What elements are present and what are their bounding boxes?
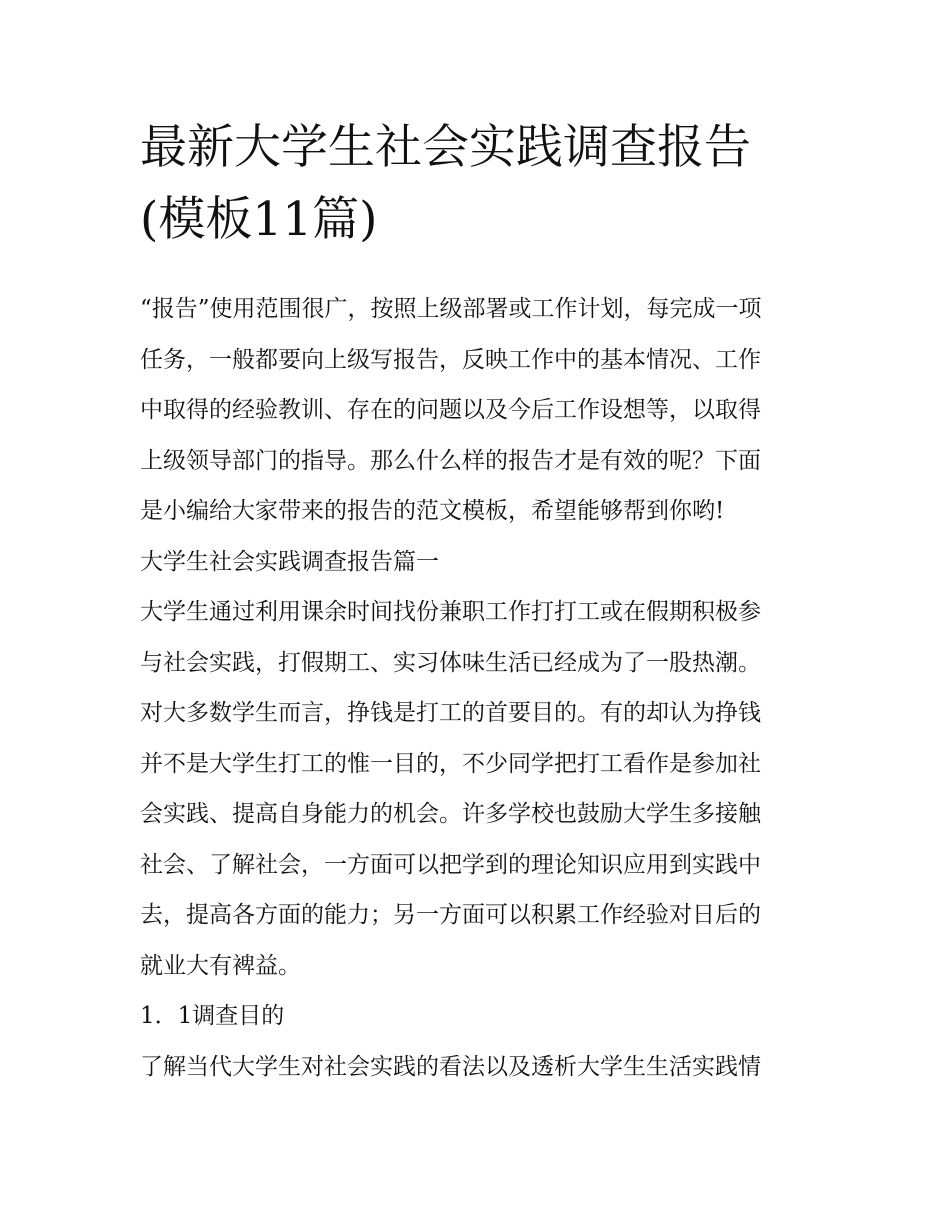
subsection-heading: 1．1调查目的 bbox=[140, 1003, 285, 1029]
section-line: 就业大有裨益。 bbox=[140, 952, 301, 979]
intro-line: 任务，一般都要向上级写报告，反映工作中的基本情况、工作 bbox=[140, 346, 761, 373]
section-line: 对大多数学生而言，挣钱是打工的首要目的。有的却认为挣钱 bbox=[140, 700, 761, 726]
section-line: 并不是大学生打工的惟一目的，不少同学把打工看作是参加社 bbox=[140, 750, 761, 777]
section-line: 去，提高各方面的能力；另一方面可以积累工作经验对日后的 bbox=[140, 902, 761, 928]
section-line: 大学生通过利用课余时间找份兼职工作打打工或在假期积极参 bbox=[140, 599, 761, 625]
document-body bbox=[140, 112, 812, 1092]
section-line: 社会、了解社会，一方面可以把学到的理论知识应用到实践中 bbox=[140, 851, 761, 878]
intro-line: 上级领导部门的指导。那么什么样的报告才是有效的呢？下面 bbox=[140, 447, 761, 474]
section-line: 与社会实践，打假期工、实习体味生活已经成为了一股热潮。 bbox=[140, 649, 761, 676]
paragraph-line: 了解当代大学生对社会实践的看法以及透析大学生生活实践情 bbox=[140, 1053, 761, 1080]
section-paragraph bbox=[140, 587, 812, 991]
intro-line: “报告”使用范围很广，按照上级部署或工作计划，每完成一项 bbox=[140, 296, 762, 322]
section-line: 会实践、提高自身能力的机会。许多学校也鼓励大学生多接触 bbox=[140, 801, 761, 827]
document-title bbox=[140, 112, 812, 256]
intro-line: 中取得的经验教训、存在的问题以及今后工作设想等，以取得 bbox=[140, 397, 761, 423]
title-line-2: (模板11篇) bbox=[140, 192, 378, 247]
title-line-1: 最新大学生社会实践调查报告 bbox=[140, 120, 751, 175]
intro-paragraph bbox=[140, 284, 812, 537]
intro-line: 是小编给大家带来的报告的范文模板，希望能够帮到你哟! bbox=[140, 498, 725, 524]
section-heading: 大学生社会实践调查报告篇一 bbox=[140, 548, 439, 575]
